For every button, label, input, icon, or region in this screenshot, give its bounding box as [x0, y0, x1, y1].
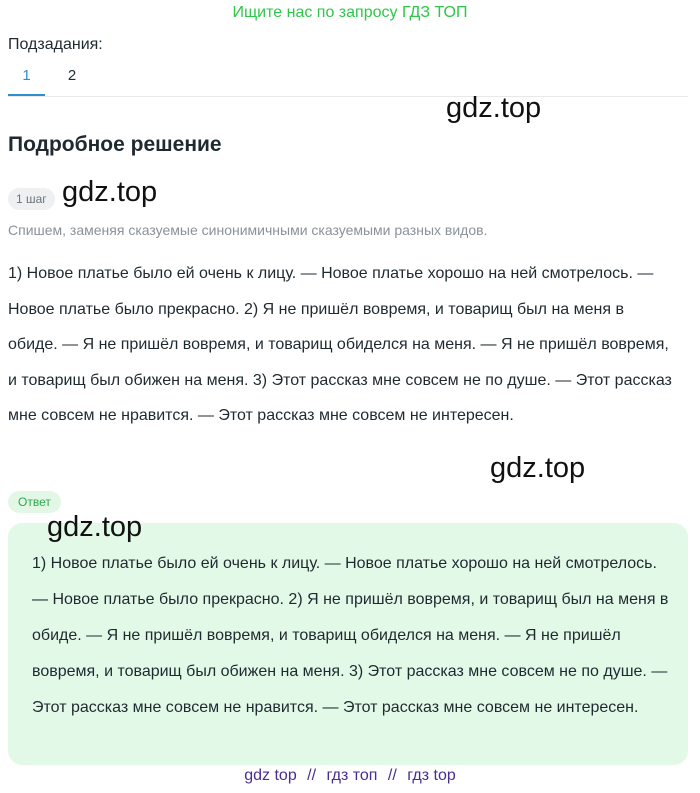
watermark: gdz.top — [446, 92, 542, 124]
watermark: gdz.top — [62, 176, 158, 208]
tab-subtask-2[interactable]: 2 — [67, 67, 77, 84]
answer-badge: Ответ — [8, 491, 61, 513]
footer-link[interactable]: gdz top — [244, 767, 297, 784]
footer-links — [0, 767, 700, 785]
footer-link[interactable]: гдз top — [407, 767, 456, 784]
tab-subtask-1[interactable]: 1 — [8, 60, 45, 96]
subtask-tabs — [8, 60, 688, 97]
footer-separator: // — [307, 767, 317, 784]
footer-separator: // — [387, 767, 397, 784]
section-title: Подробное решение — [8, 133, 222, 156]
promo-banner: Ищите нас по запросу ГДЗ ТОП — [232, 4, 468, 21]
watermark: gdz.top — [47, 511, 143, 543]
step-note: Спишем, заменяя сказуемые синонимичными сказуемыми разных видов. — [8, 222, 488, 238]
watermark: gdz.top — [490, 452, 586, 484]
subtasks-label: Подзадания: — [8, 36, 103, 53]
footer-link[interactable]: гдз топ — [326, 767, 378, 784]
answer-text: 1) Новое платье было ей очень к лицу. — Новое платье хорошо на ней смотрелось. — Новое платье было прекрасно. 2) Я не пришёл вовремя, и товарищ был на меня в обиде. — Я не пришёл вовремя, и товарищ обиделся на меня. — Я не пришёл вовремя, и товарищ был обижен на меня. 3) Этот рассказ мне совсем не по душе. — Этот рассказ мне совсем не нравится. — Этот рассказ мне совсем не интересен. — [32, 555, 669, 716]
step-badge: 1 шаг — [8, 188, 55, 210]
solution-text: 1) Новое платье было ей очень к лицу. — Новое платье хорошо на ней смотрелось. — Новое платье было прекрасно. 2) Я не пришёл вовремя, и товарищ был на меня в обиде. — Я не пришёл вовремя, и товарищ обиделся на меня. — Я не пришёл вовремя, и товарищ был обижен на меня. 3) Этот рассказ мне совсем не по душе. — Этот рассказ мне совсем не нравится. — Этот рассказ мне совсем не интересен. — [8, 265, 672, 424]
